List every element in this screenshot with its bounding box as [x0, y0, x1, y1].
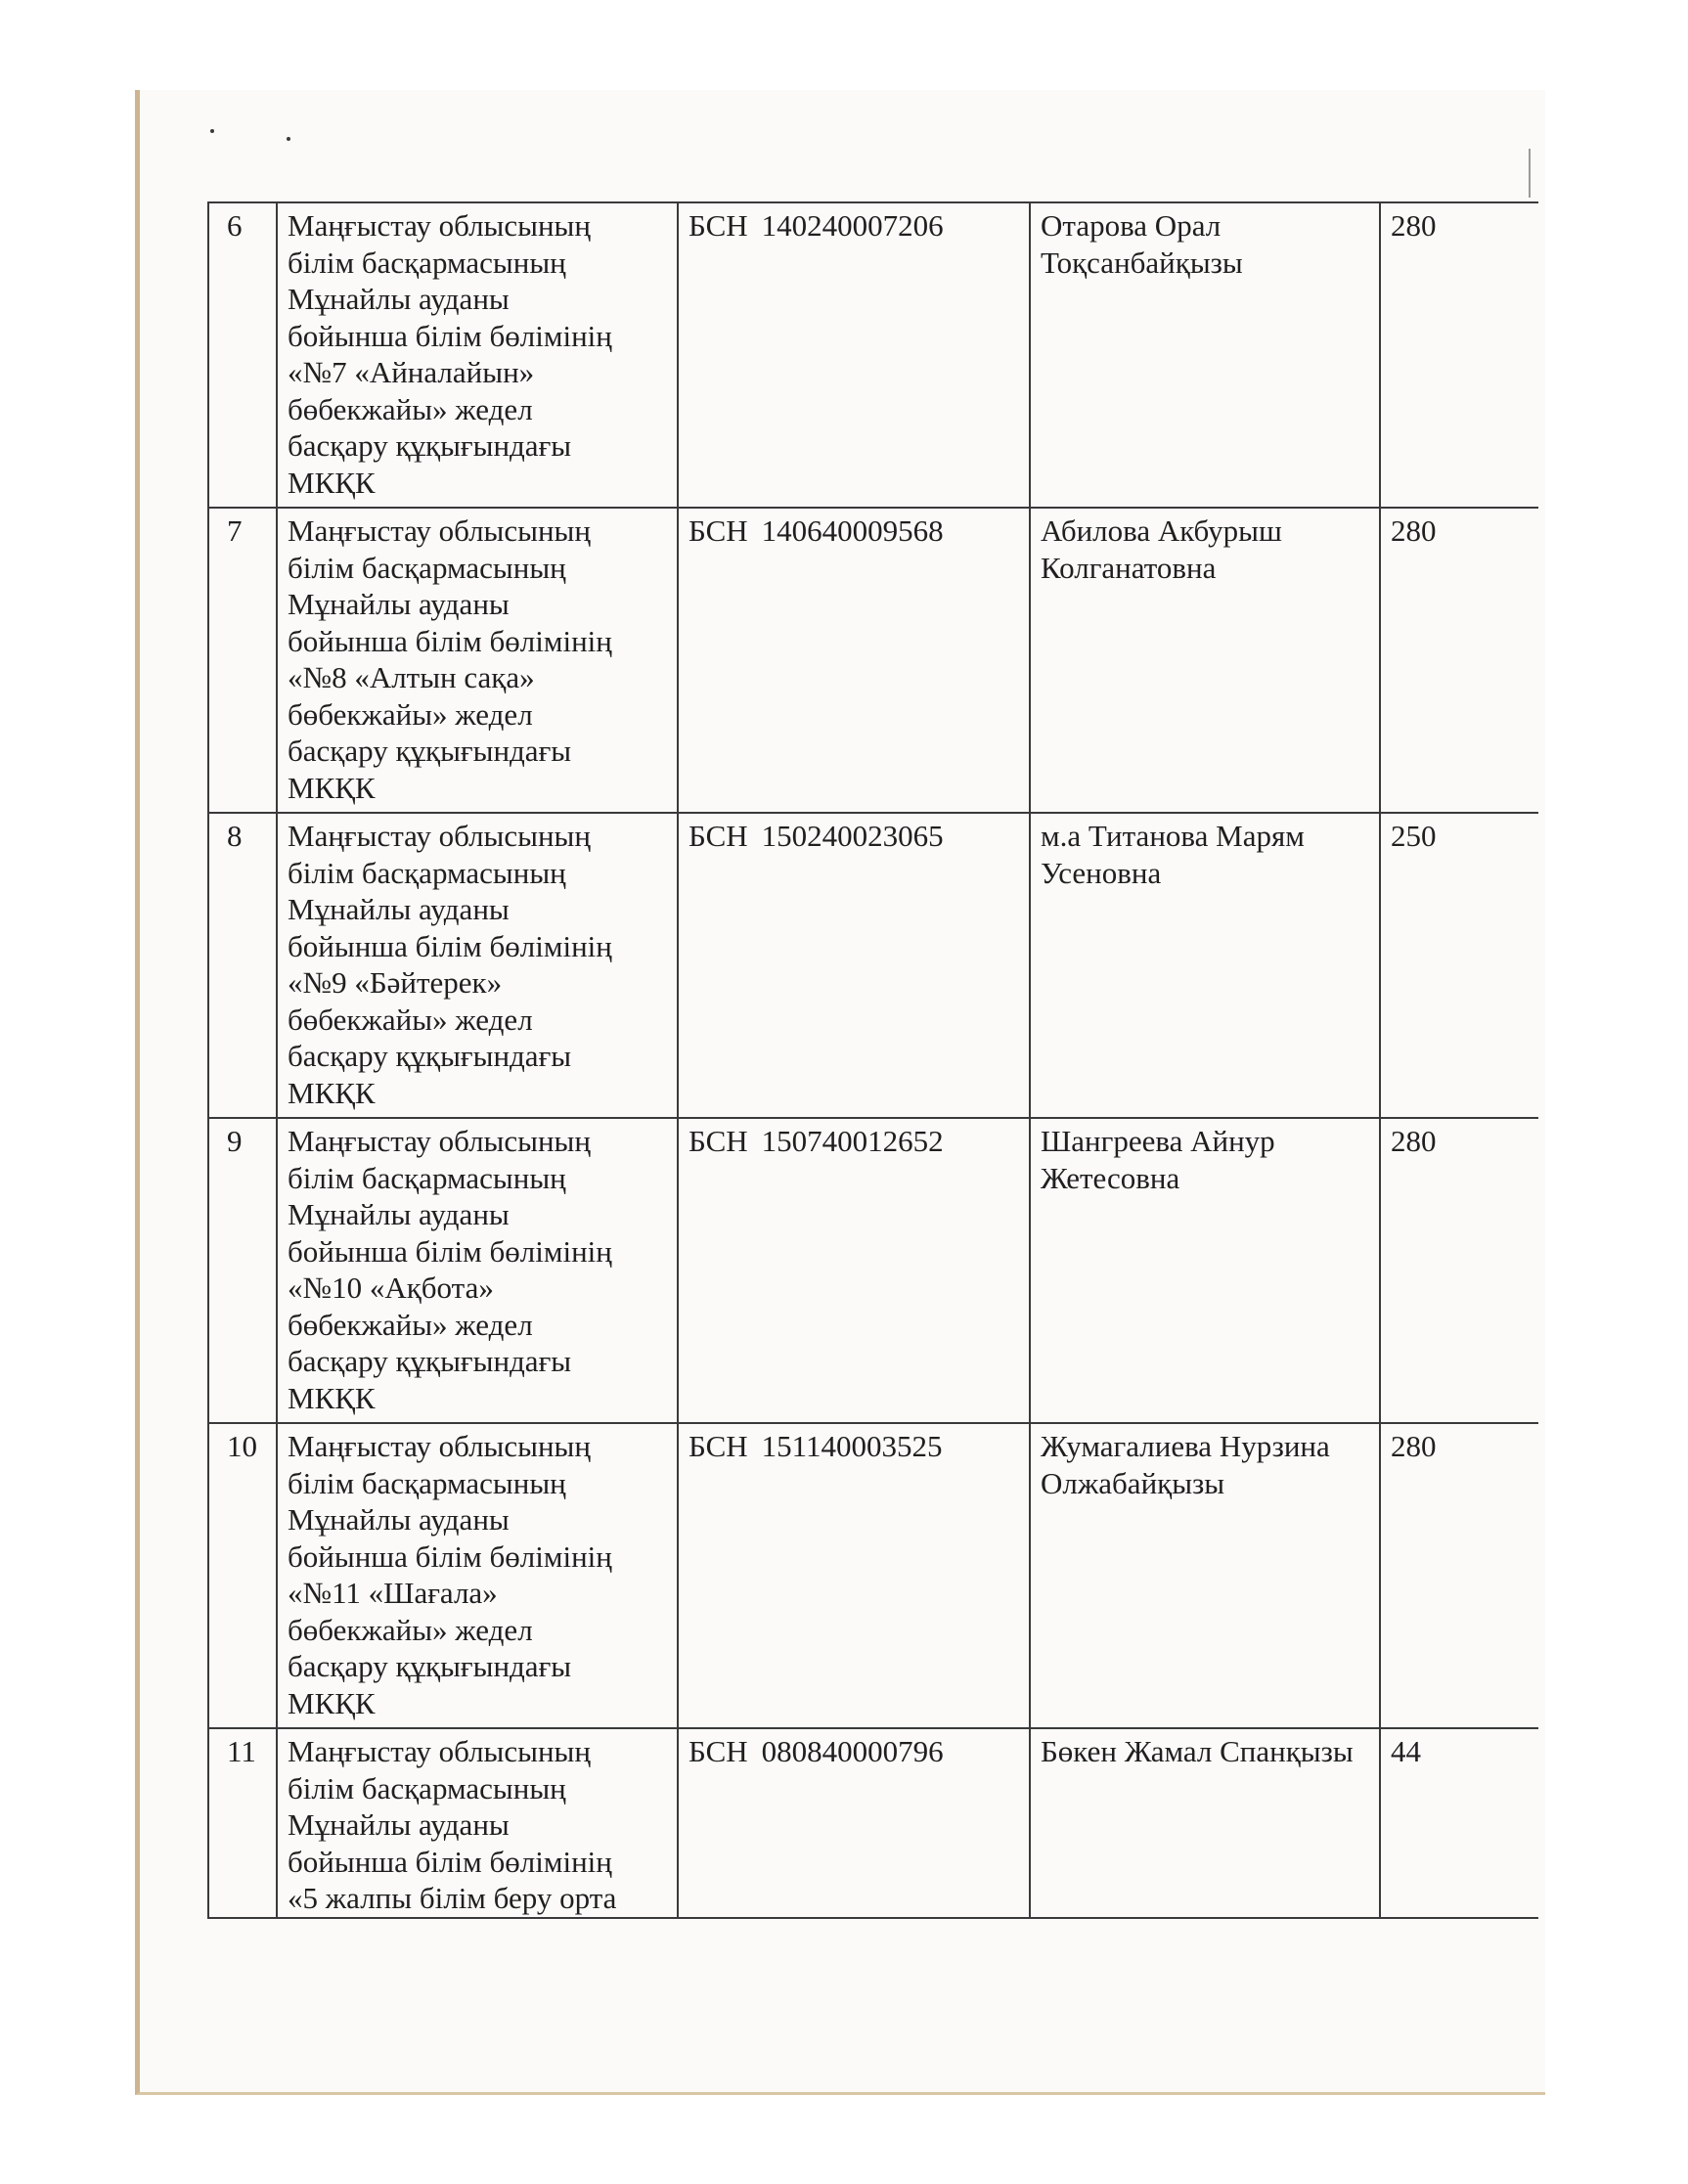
- table-row: [208, 508, 1538, 813]
- scan-speck: [287, 137, 290, 141]
- bin-label: БСН: [689, 208, 748, 243]
- capacity-value: 280: [1380, 202, 1538, 508]
- capacity-value: 280: [1380, 1118, 1538, 1423]
- organization-name-text: Маңғыстау облысының білім басқармасының Мұнайлы ауданы бойынша білім бөлімінің «№11 «Шағала» бөбекжайы» жедел басқару құқығындағы МКҚК: [288, 1429, 612, 1720]
- table-row: [208, 813, 1538, 1118]
- bin-cell: [678, 1423, 1030, 1728]
- row-number: 10: [208, 1423, 277, 1728]
- bin-number: 151140003525: [761, 1429, 943, 1463]
- bin-cell: [678, 1728, 1030, 1918]
- row-number: 11: [208, 1728, 277, 1918]
- head-name: м.а Титанова Марям Усеновна: [1030, 813, 1380, 1118]
- organization-name-text: Маңғыстау облысының білім басқармасының Мұнайлы ауданы бойынша білім бөлімінің «5 жалпы білім беру орта: [288, 1734, 617, 1915]
- row-number: 9: [208, 1118, 277, 1423]
- capacity-value: 44: [1380, 1728, 1538, 1918]
- bin-number: 080840000796: [761, 1734, 944, 1768]
- bin-number: 150740012652: [761, 1124, 944, 1158]
- table-row: [208, 1728, 1538, 1918]
- organization-name: [277, 813, 678, 1118]
- bin-cell: [678, 508, 1030, 813]
- bin-label: БСН: [689, 1124, 748, 1158]
- institutions-table: [207, 201, 1538, 1919]
- row-number: 7: [208, 508, 277, 813]
- organization-name-text: Маңғыстау облысының білім басқармасының Мұнайлы ауданы бойынша білім бөлімінің «№9 «Бәйтерек» бөбекжайы» жедел басқару құқығындағы МКҚК: [288, 819, 612, 1110]
- capacity-value: 280: [1380, 508, 1538, 813]
- organization-name: [277, 508, 678, 813]
- organization-name: [277, 1423, 678, 1728]
- row-number: 8: [208, 813, 277, 1118]
- capacity-value: 280: [1380, 1423, 1538, 1728]
- head-name: Абилова Акбурыш Колганатовна: [1030, 508, 1380, 813]
- scan-edge-mark: [1529, 149, 1531, 198]
- organization-name: [277, 202, 678, 508]
- bin-number: 150240023065: [761, 819, 944, 853]
- bin-label: БСН: [689, 513, 748, 548]
- bin-cell: [678, 813, 1030, 1118]
- head-name: Бөкен Жамал Спанқызы: [1030, 1728, 1380, 1918]
- bin-label: БСН: [689, 1429, 748, 1463]
- table-row: [208, 1423, 1538, 1728]
- bin-cell: [678, 1118, 1030, 1423]
- organization-name: [277, 1728, 678, 1918]
- scan-speck: [210, 129, 214, 133]
- head-name: Жумагалиева Нурзина Олжабайқызы: [1030, 1423, 1380, 1728]
- bin-number: 140240007206: [761, 208, 944, 243]
- bin-cell: [678, 202, 1030, 508]
- head-name: Отарова Орал Тоқсанбайқызы: [1030, 202, 1380, 508]
- bin-number: 140640009568: [761, 513, 944, 548]
- capacity-value: 250: [1380, 813, 1538, 1118]
- table-row: [208, 202, 1538, 508]
- row-number: 6: [208, 202, 277, 508]
- bin-label: БСН: [689, 819, 748, 853]
- table-row: [208, 1118, 1538, 1423]
- organization-name-text: Маңғыстау облысының білім басқармасының Мұнайлы ауданы бойынша білім бөлімінің «№7 «Айналайын» бөбекжайы» жедел басқару құқығындағы МКҚК: [288, 208, 612, 500]
- organization-name-text: Маңғыстау облысының білім басқармасының Мұнайлы ауданы бойынша білім бөлімінің «№10 «Ақбота» бөбекжайы» жедел басқару құқығындағы МКҚК: [288, 1124, 612, 1415]
- bin-label: БСН: [689, 1734, 748, 1768]
- organization-name: [277, 1118, 678, 1423]
- head-name: Шангреева Айнур Жетесовна: [1030, 1118, 1380, 1423]
- organization-name-text: Маңғыстау облысының білім басқармасының Мұнайлы ауданы бойынша білім бөлімінің «№8 «Алтын сақа» бөбекжайы» жедел басқару құқығындағы МКҚК: [288, 513, 612, 805]
